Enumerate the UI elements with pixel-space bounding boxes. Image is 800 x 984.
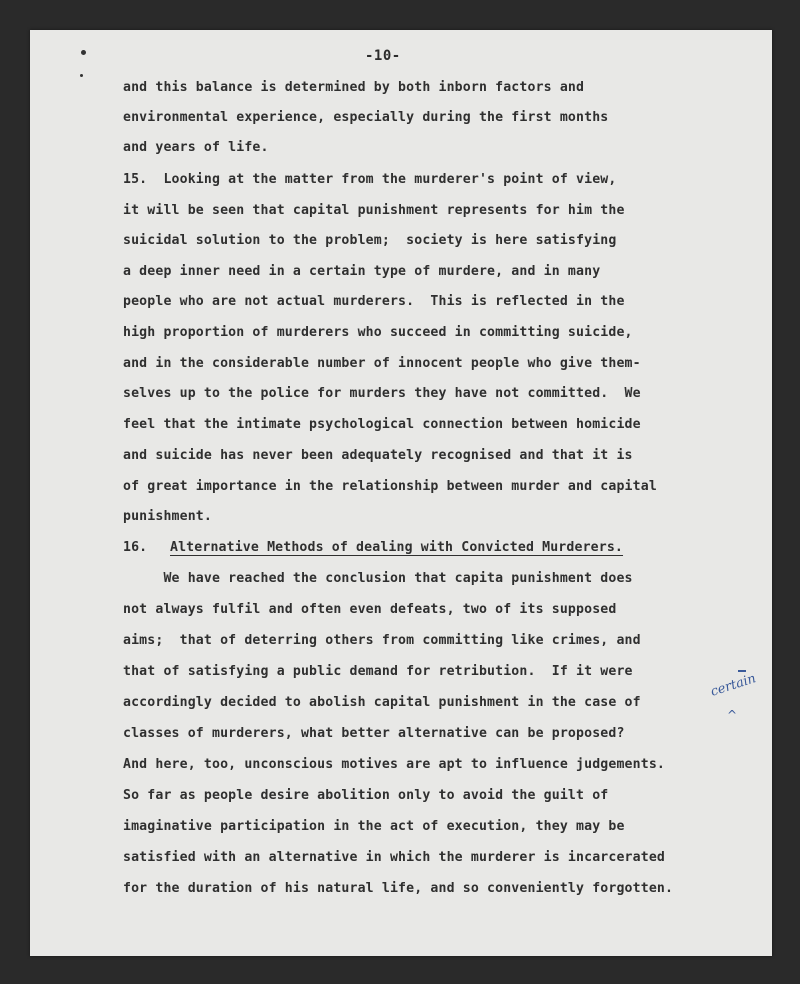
text-line: environmental experience, especially during the first months bbox=[123, 110, 609, 125]
handwritten-mark bbox=[738, 670, 746, 672]
paragraph-15-start: 15. Looking at the matter from the murderer's point of view, bbox=[123, 172, 617, 187]
text-line: satisfied with an alternative in which the murderer is incarcerated bbox=[123, 850, 665, 865]
text-line: classes of murderers, what better alternative can be proposed? bbox=[123, 726, 625, 741]
text-line: and this balance is determined by both inborn factors and bbox=[123, 80, 585, 95]
section-number: 16. bbox=[123, 540, 148, 555]
text-line: suicidal solution to the problem; society is here satisfying bbox=[123, 233, 617, 248]
margin-dot-small bbox=[80, 74, 83, 77]
text-line: aims; that of deterring others from committing like crimes, and bbox=[123, 633, 641, 648]
text-line: accordingly decided to abolish capital punishment in the case of bbox=[123, 695, 641, 710]
text-line: and years of life. bbox=[123, 140, 269, 155]
text-line: We have reached the conclusion that capita punishment does bbox=[123, 571, 633, 586]
text-line: a deep inner need in a certain type of murdere, and in many bbox=[123, 264, 601, 279]
text-line: and in the considerable number of innocent people who give them- bbox=[123, 356, 641, 371]
text-line: for the duration of his natural life, and so conveniently forgotten. bbox=[123, 881, 674, 896]
insertion-caret: ^ bbox=[727, 708, 738, 722]
text-line: high proportion of murderers who succeed in committing suicide, bbox=[123, 325, 633, 340]
text-line: So far as people desire abolition only to avoid the guilt of bbox=[123, 788, 609, 803]
text-line: of great importance in the relationship between murder and capital bbox=[123, 479, 657, 494]
handwritten-annotation: certain bbox=[708, 671, 758, 700]
text-line: And here, too, unconscious motives are apt to influence judgements. bbox=[123, 757, 665, 772]
text-line: that of satisfying a public demand for retribution. If it were bbox=[123, 664, 633, 679]
text-line: people who are not actual murderers. This is reflected in the bbox=[123, 294, 625, 309]
text-line: selves up to the police for murders they have not committed. We bbox=[123, 386, 641, 401]
text-line: it will be seen that capital punishment represents for him the bbox=[123, 203, 625, 218]
text-line: imaginative participation in the act of execution, they may be bbox=[123, 819, 625, 834]
page-number: -10- bbox=[365, 48, 401, 64]
text-line: not always fulfil and often even defeats, two of its supposed bbox=[123, 602, 617, 617]
text-line: and suicide has never been adequately recognised and that it is bbox=[123, 448, 633, 463]
text-line: feel that the intimate psychological connection between homicide bbox=[123, 417, 641, 432]
section-heading: Alternative Methods of dealing with Convicted Murderers. bbox=[170, 540, 624, 555]
document-page bbox=[30, 30, 772, 956]
text-line: punishment. bbox=[123, 509, 212, 524]
margin-dot bbox=[81, 50, 86, 55]
